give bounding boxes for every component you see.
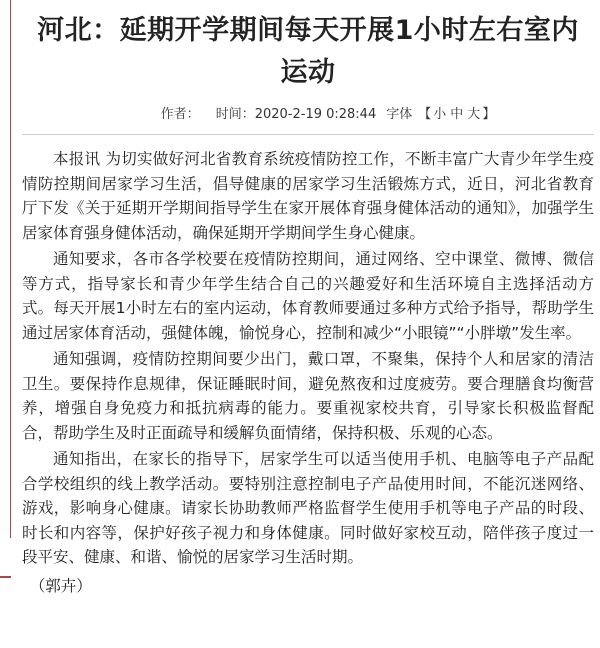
font-size-label: 字体 [386, 107, 413, 122]
font-size-bracket-open: 【 [418, 107, 432, 122]
article-paragraph-1: 本报讯 为切实做好河北省教育系统疫情防控工作，不断丰富广大青少年学生疫情防控期间居家学习生活，倡导健康的居家学习生活锻炼方式，近日，河北省教育厅下发《关于延期开学期间指导学生在家开展体育强身健体活动的通知》，加强学生居家体育强身健体活动，确保延期开学期间学生身心健康。 [22, 150, 594, 242]
article-body [22, 147, 594, 598]
left-border-tick [0, 576, 11, 578]
article-paragraph-4: 通知指出，在家长的指导下，居家学生可以适当使用手机、电脑等电子产品配合学校组织的线上教学活动。要特别注意控制电子产品使用时间，不能沉迷网络、游戏，影响身心健康。请家长协助教师严格监督学生使用手机等电子产品的时段、时长和内容等，保护好孩子视力和身体健康。同时做好家校互动，陪伴孩子度过一段平安、健康、和谐、愉悦的居家学习生活时期。 [22, 450, 594, 566]
article [22, 0, 594, 598]
left-border-line [10, 0, 11, 538]
article-title: 河北：延期开学期间每天开展1小时左右室内运动 [37, 15, 579, 88]
time-value: 2020-2-19 0:28:44 [254, 107, 377, 122]
article-meta [22, 104, 594, 126]
article-paragraph-3: 通知强调，疫情防控期间要少出门，戴口罩，不聚集，保持个人和居家的清洁卫生。要保持作息规律，保证睡眠时间，避免熬夜和过度疲劳。要合理膳食均衡营养，增强自身免疫力和抵抗病毒的能力。要重视家校共育，引导家长积极监督配合，帮助学生及时正面疏导和缓解负面情绪，保持积极、乐观的心态。 [22, 350, 594, 442]
font-size-medium-link[interactable]: 中 [450, 107, 464, 122]
author-label: 作者： [160, 107, 200, 122]
meta-divider [22, 134, 594, 135]
font-size-bracket-close: 】 [482, 107, 496, 122]
font-size-large-link[interactable]: 大 [467, 107, 481, 122]
article-paragraph-2: 通知要求，各市各学校要在疫情防控期间，通过网络、空中课堂、微博、微信等方式，指导家长和青少年学生结合自己的兴趣爱好和生活环境自主选择活动方式。每天开展1小时左右的室内运动，体育教师要通过多种方式给予指导，帮助学生通过居家体育活动，强健体魄，愉悦身心，控制和减少“小眼镜”“小胖墩”发生率。 [22, 250, 594, 342]
font-size-small-link[interactable]: 小 [433, 107, 447, 122]
article-byline: （郭卉） [29, 576, 92, 595]
time-label: 时间： [215, 107, 255, 122]
